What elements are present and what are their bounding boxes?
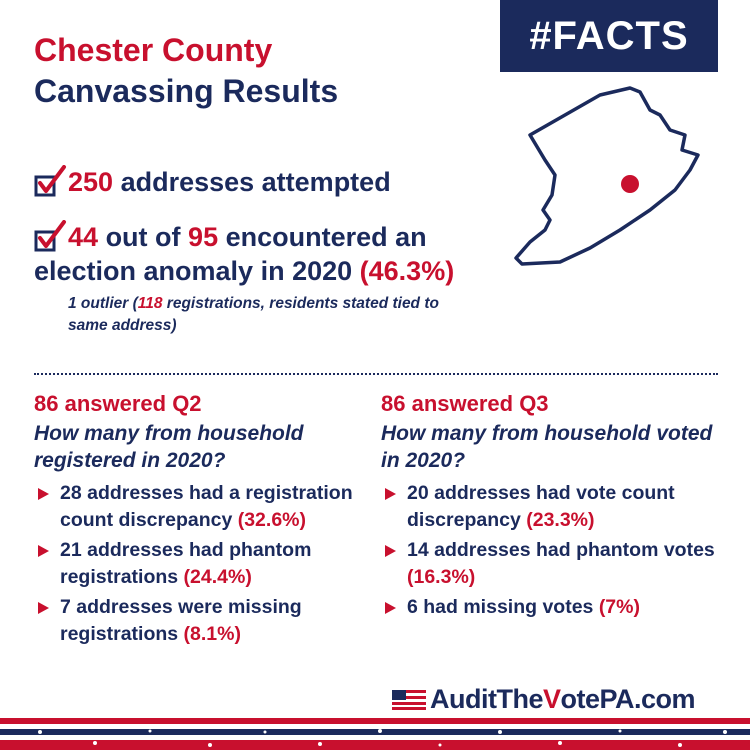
attempted-label: addresses attempted [120,167,391,197]
stat-attempted-text [68,165,391,199]
brand-check-v: V [542,684,561,714]
triangle-bullet-icon [38,488,49,500]
brand-logo [392,684,695,715]
title-line-county: Chester County [34,32,273,68]
list-item-percent: (8.1%) [183,623,241,645]
stat-anomaly-line2 [34,254,454,288]
county-location-dot [621,175,639,193]
list-item [381,480,721,534]
flag-icon [392,690,426,710]
brand-part1: AuditThe [430,684,543,714]
list-item-text: 21 addresses had phantom registrations [60,539,312,588]
list-item-percent: (23.3%) [526,509,595,531]
anomaly-line2-text: election anomaly in 2020 [34,256,353,286]
q2-heading: 86 answered Q2 [34,391,202,416]
anomaly-label: encountered an [225,222,427,252]
q3-heading: 86 answered Q3 [381,391,549,416]
stat-anomaly-line1 [68,220,427,254]
list-item [381,537,721,591]
anomaly-percent: (46.3%) [359,256,455,286]
brand-part2: otePA.com [560,684,696,714]
triangle-bullet-icon [38,545,49,557]
anomaly-total: 95 [188,222,219,252]
list-item-percent: (16.3%) [407,566,476,588]
list-item-text: 7 addresses were missing registrations [60,596,302,645]
q2-list [34,480,374,648]
outlier-number: 118 [137,295,163,312]
triangle-bullet-icon [38,602,49,614]
list-item [34,480,374,534]
q3-column [381,390,721,624]
list-item [381,594,721,621]
anomaly-number: 44 [68,222,99,252]
outlier-prefix: 1 outlier ( [68,295,138,312]
list-item-text: 28 addresses had a registration count discrepancy [60,482,353,531]
list-item [34,537,374,591]
q3-question: How many from household voted in 2020? [381,422,713,472]
facts-badge: #FACTS [500,0,718,72]
dotted-divider [34,373,718,375]
triangle-bullet-icon [385,488,396,500]
q2-column [34,390,374,651]
anomaly-out-of: out of [105,222,181,252]
attempted-number: 250 [68,167,114,197]
title-line-results: Canvassing Results [34,73,339,109]
list-item [34,594,374,648]
list-item-percent: (7%) [598,596,640,618]
county-map-icon [500,80,710,280]
page-title [34,30,338,112]
triangle-bullet-icon [385,545,396,557]
outlier-suffix: registrations, residents stated tied to same address) [68,295,439,334]
list-item-text: 14 addresses had phantom votes [407,539,715,561]
list-item-percent: (24.4%) [183,566,252,588]
list-item-text: 6 had missing votes [407,596,599,618]
triangle-bullet-icon [385,602,396,614]
outlier-note [68,293,468,337]
list-item-text: 20 addresses had vote count discrepancy [407,482,675,531]
checkbox-check-icon [34,165,68,199]
footer-flag-band [0,718,750,750]
checkbox-check-icon [34,220,68,254]
list-item-percent: (32.6%) [237,509,306,531]
q2-question: How many from household registered in 2020? [34,422,304,472]
q3-list [381,480,721,621]
